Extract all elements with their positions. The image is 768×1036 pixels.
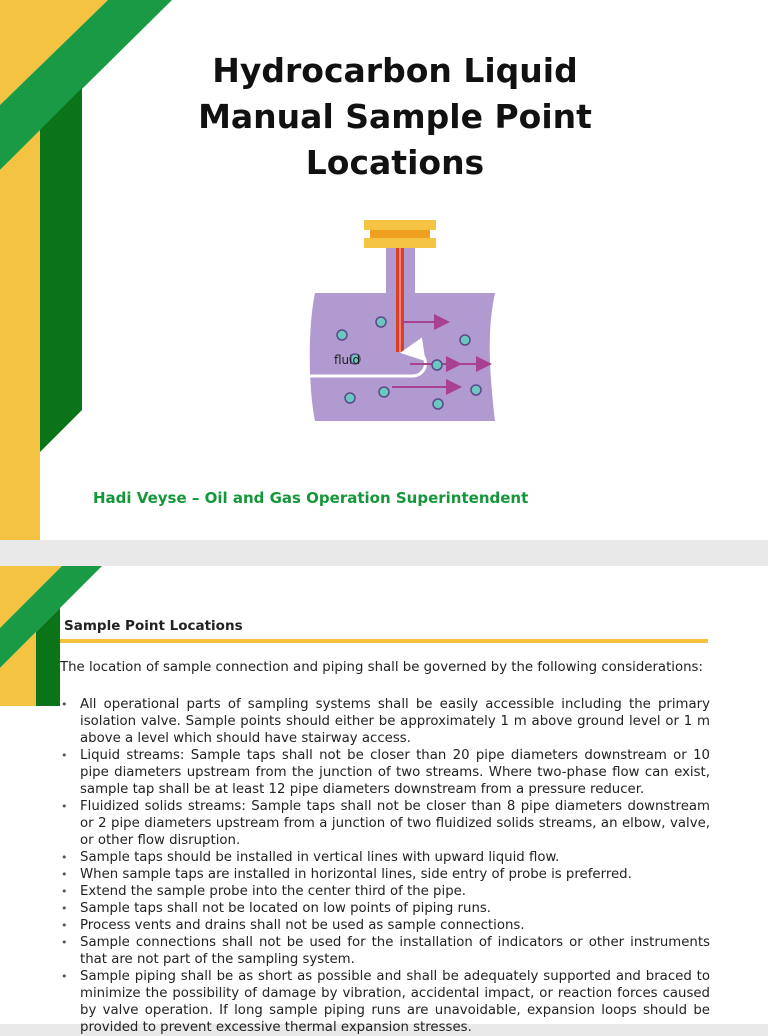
title-line-3: Locations: [305, 143, 485, 182]
corner-stripes-decoration: [0, 566, 110, 706]
list-item: • When sample taps are installed in horizontal lines, side entry of probe is preferred.: [60, 866, 710, 883]
list-item: • Sample taps should be installed in vertical lines with upward liquid flow.: [60, 849, 710, 866]
title-line-1: Hydrocarbon Liquid: [212, 51, 578, 90]
list-item: • Fluidized solids streams: Sample taps shall not be closer than 8 pipe diameters downstream or 2 pipe diameters upstream from a junction of two fluidized solids streams, an elbow, valve, or other flow disruption.: [60, 798, 710, 849]
fluid-label: fluid: [334, 353, 361, 367]
author-line: Hadi Veyse – Oil and Gas Operation Superintendent: [93, 489, 529, 507]
list-item: • Sample taps shall not be located on low points of piping runs.: [60, 900, 710, 917]
considerations-list: [60, 696, 710, 1036]
flange-top: [364, 220, 436, 230]
list-item: • Process vents and drains shall not be used as sample connections.: [60, 917, 710, 934]
content-slide: [0, 566, 768, 1035]
page-title: [150, 48, 640, 186]
sample-probe-diagram: [300, 216, 510, 431]
list-item: • Sample piping shall be as short as possible and shall be adequately supported and braced to minimize the possibility of damage by vibration, accidental impact, or reaction forces caused by valve operation. If long sample piping runs are unavoidable, expansion loops should be provided to prevent excessive thermal expansion stresses.: [60, 968, 710, 1036]
list-item: • Liquid streams: Sample taps shall not be closer than 20 pipe diameters downstream or 10 pipe diameters upstream from the junction of two streams. Where two-phase flow can exist, sample tap shall be at least 12 pipe diameters downstream from a pressure reducer.: [60, 747, 710, 798]
list-item: • Extend the sample probe into the center third of the pipe.: [60, 883, 710, 900]
list-item: • Sample connections shall not be used for the installation of indicators or other instruments that are not part of the sampling system.: [60, 934, 710, 968]
flange-bottom: [364, 238, 436, 248]
list-item: • All operational parts of sampling systems shall be easily accessible including the primary isolation valve. Sample points should either be approximately 1 m above ground level or 1 m above a level which should have stairway access.: [60, 696, 710, 747]
section-heading: Sample Point Locations: [64, 618, 243, 634]
title-line-2: Manual Sample Point: [198, 97, 592, 136]
intro-text: The location of sample connection and piping shall be governed by the following considerations:: [60, 660, 703, 675]
flange-middle: [370, 230, 430, 238]
heading-underline: [60, 639, 708, 643]
